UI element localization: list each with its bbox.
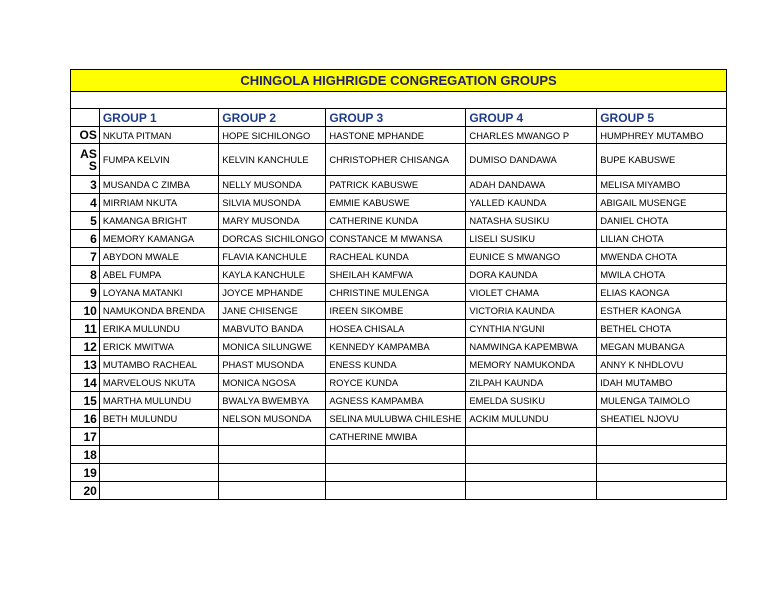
group-3-member-cell: CHRISTINE MULENGA — [326, 284, 466, 302]
group-2-member-cell — [219, 446, 326, 464]
group-2-member-cell: KELVIN KANCHULE — [219, 144, 326, 176]
group-4-member-cell: CHARLES MWANGO P — [466, 127, 597, 144]
group-3-member-cell: IREEN SIKOMBE — [326, 302, 466, 320]
group-1-member-cell: MIRRIAM NKUTA — [99, 194, 218, 212]
group-4-member-cell: CYNTHIA N'GUNI — [466, 320, 597, 338]
group-5-member-cell: SHEATIEL NJOVU — [597, 410, 727, 428]
row-number: 17 — [71, 428, 100, 446]
row-number: 3 — [71, 176, 100, 194]
group-2-member-cell: DORCAS SICHILONGO — [219, 230, 326, 248]
group-1-member-cell — [99, 446, 218, 464]
group-1-member-cell: MUTAMBO RACHEAL — [99, 356, 218, 374]
blank-cell — [71, 92, 727, 109]
group-5-member-cell: LILIAN CHOTA — [597, 230, 727, 248]
group-4-member-cell — [466, 482, 597, 500]
group-4-member-cell — [466, 446, 597, 464]
group-2-member-cell — [219, 464, 326, 482]
group-5-member-cell: MELISA MIYAMBO — [597, 176, 727, 194]
group-4-member-cell: LISELI SUSIKU — [466, 230, 597, 248]
group-4-member-cell: VIOLET CHAMA — [466, 284, 597, 302]
table-row — [71, 176, 727, 194]
group-4-member-cell: VICTORIA KAUNDA — [466, 302, 597, 320]
group-4-member-cell: MEMORY NAMUKONDA — [466, 356, 597, 374]
group-4-member-cell: ZILPAH KAUNDA — [466, 374, 597, 392]
group-3-member-cell: CHRISTOPHER CHISANGA — [326, 144, 466, 176]
group-3-member-cell: CONSTANCE M MWANSA — [326, 230, 466, 248]
group-2-member-cell: JOYCE MPHANDE — [219, 284, 326, 302]
group-4-member-cell: ACKIM MULUNDU — [466, 410, 597, 428]
group-4-member-cell: EUNICE S MWANGO — [466, 248, 597, 266]
row-number: AS S — [71, 144, 100, 176]
group-3-member-cell — [326, 446, 466, 464]
header-group-5: GROUP 5 — [597, 109, 727, 127]
group-1-member-cell: LOYANA MATANKI — [99, 284, 218, 302]
row-number: OS — [71, 127, 100, 144]
group-5-member-cell: MEGAN MUBANGA — [597, 338, 727, 356]
header-row — [71, 109, 727, 127]
group-1-member-cell: ERICK MWITWA — [99, 338, 218, 356]
table-row — [71, 482, 727, 500]
group-1-member-cell: MARTHA MULUNDU — [99, 392, 218, 410]
group-1-member-cell: MARVELOUS NKUTA — [99, 374, 218, 392]
group-1-member-cell: NKUTA PITMAN — [99, 127, 218, 144]
group-3-member-cell — [326, 482, 466, 500]
group-5-member-cell: ESTHER KAONGA — [597, 302, 727, 320]
group-2-member-cell: FLAVIA KANCHULE — [219, 248, 326, 266]
header-group-3: GROUP 3 — [326, 109, 466, 127]
group-5-member-cell: BUPE KABUSWE — [597, 144, 727, 176]
group-4-member-cell: NAMWINGA KAPEMBWA — [466, 338, 597, 356]
group-5-member-cell: MWENDA CHOTA — [597, 248, 727, 266]
group-4-member-cell: ADAH DANDAWA — [466, 176, 597, 194]
title-row — [71, 70, 727, 92]
group-3-member-cell: AGNESS KAMPAMBA — [326, 392, 466, 410]
group-4-member-cell: DUMISO DANDAWA — [466, 144, 597, 176]
group-5-member-cell: ANNY K NHDLOVU — [597, 356, 727, 374]
table-row — [71, 302, 727, 320]
table-row — [71, 284, 727, 302]
row-number: 4 — [71, 194, 100, 212]
group-3-member-cell: SHEILAH KAMFWA — [326, 266, 466, 284]
group-1-member-cell: MEMORY KAMANGA — [99, 230, 218, 248]
group-2-member-cell: SILVIA MUSONDA — [219, 194, 326, 212]
blank-row — [71, 92, 727, 109]
group-4-member-cell: DORA KAUNDA — [466, 266, 597, 284]
row-number: 20 — [71, 482, 100, 500]
group-2-member-cell: KAYLA KANCHULE — [219, 266, 326, 284]
group-4-member-cell: NATASHA SUSIKU — [466, 212, 597, 230]
header-group-2: GROUP 2 — [219, 109, 326, 127]
group-1-member-cell: ABYDON MWALE — [99, 248, 218, 266]
table-row — [71, 212, 727, 230]
table-row — [71, 144, 727, 176]
row-number: 12 — [71, 338, 100, 356]
group-3-member-cell: HASTONE MPHANDE — [326, 127, 466, 144]
group-5-member-cell — [597, 428, 727, 446]
row-number: 10 — [71, 302, 100, 320]
header-group-1: GROUP 1 — [99, 109, 218, 127]
group-2-member-cell: HOPE SICHILONGO — [219, 127, 326, 144]
group-2-member-cell: MONICA NGOSA — [219, 374, 326, 392]
group-4-member-cell: EMELDA SUSIKU — [466, 392, 597, 410]
group-2-member-cell: MONICA SILUNGWE — [219, 338, 326, 356]
table-row — [71, 428, 727, 446]
group-1-member-cell — [99, 482, 218, 500]
group-2-member-cell: MABVUTO BANDA — [219, 320, 326, 338]
group-5-member-cell: ABIGAIL MUSENGE — [597, 194, 727, 212]
table-row — [71, 356, 727, 374]
table-row — [71, 230, 727, 248]
group-4-member-cell — [466, 464, 597, 482]
group-1-member-cell — [99, 428, 218, 446]
group-5-member-cell: MWILA CHOTA — [597, 266, 727, 284]
group-3-member-cell: CATHERINE MWIBA — [326, 428, 466, 446]
group-4-member-cell — [466, 428, 597, 446]
table-row — [71, 266, 727, 284]
group-3-member-cell: HOSEA CHISALA — [326, 320, 466, 338]
table-row — [71, 127, 727, 144]
row-number: 19 — [71, 464, 100, 482]
group-2-member-cell: NELLY MUSONDA — [219, 176, 326, 194]
group-5-member-cell: DANIEL CHOTA — [597, 212, 727, 230]
table-row — [71, 464, 727, 482]
row-number: 14 — [71, 374, 100, 392]
group-3-member-cell: KENNEDY KAMPAMBA — [326, 338, 466, 356]
group-5-member-cell: MULENGA TAIMOLO — [597, 392, 727, 410]
row-number: 18 — [71, 446, 100, 464]
row-number: 16 — [71, 410, 100, 428]
group-3-member-cell: EMMIE KABUSWE — [326, 194, 466, 212]
group-5-member-cell: BETHEL CHOTA — [597, 320, 727, 338]
group-3-member-cell: PATRICK KABUSWE — [326, 176, 466, 194]
group-1-member-cell: KAMANGA BRIGHT — [99, 212, 218, 230]
group-5-member-cell — [597, 446, 727, 464]
group-3-member-cell: SELINA MULUBWA CHILESHE — [326, 410, 466, 428]
sheet-title: CHINGOLA HIGHRIGDE CONGREGATION GROUPS — [71, 70, 727, 92]
table-row — [71, 374, 727, 392]
table-row — [71, 338, 727, 356]
group-2-member-cell: NELSON MUSONDA — [219, 410, 326, 428]
group-5-member-cell: ELIAS KAONGA — [597, 284, 727, 302]
group-4-member-cell: YALLED KAUNDA — [466, 194, 597, 212]
row-number: 13 — [71, 356, 100, 374]
group-2-member-cell: MARY MUSONDA — [219, 212, 326, 230]
group-2-member-cell: BWALYA BWEMBYA — [219, 392, 326, 410]
row-number: 15 — [71, 392, 100, 410]
groups-table — [70, 69, 727, 500]
row-number: 11 — [71, 320, 100, 338]
group-1-member-cell: MUSANDA C ZIMBA — [99, 176, 218, 194]
group-5-member-cell — [597, 464, 727, 482]
table-row — [71, 410, 727, 428]
group-3-member-cell: ROYCE KUNDA — [326, 374, 466, 392]
corner-cell — [71, 109, 100, 127]
table-row — [71, 446, 727, 464]
group-5-member-cell: IDAH MUTAMBO — [597, 374, 727, 392]
row-number: 6 — [71, 230, 100, 248]
row-number: 9 — [71, 284, 100, 302]
group-2-member-cell — [219, 482, 326, 500]
row-number: 5 — [71, 212, 100, 230]
group-5-member-cell — [597, 482, 727, 500]
table-row — [71, 194, 727, 212]
group-1-member-cell — [99, 464, 218, 482]
group-3-member-cell: ENESS KUNDA — [326, 356, 466, 374]
table-row — [71, 248, 727, 266]
group-1-member-cell: ABEL FUMPA — [99, 266, 218, 284]
group-2-member-cell: PHAST MUSONDA — [219, 356, 326, 374]
group-3-member-cell — [326, 464, 466, 482]
group-5-member-cell: HUMPHREY MUTAMBO — [597, 127, 727, 144]
group-1-member-cell: NAMUKONDA BRENDA — [99, 302, 218, 320]
table-row — [71, 320, 727, 338]
group-1-member-cell: FUMPA KELVIN — [99, 144, 218, 176]
header-group-4: GROUP 4 — [466, 109, 597, 127]
group-2-member-cell — [219, 428, 326, 446]
group-2-member-cell: JANE CHISENGE — [219, 302, 326, 320]
table-row — [71, 392, 727, 410]
group-3-member-cell: CATHERINE KUNDA — [326, 212, 466, 230]
group-1-member-cell: BETH MULUNDU — [99, 410, 218, 428]
row-number: 7 — [71, 248, 100, 266]
group-3-member-cell: RACHEAL KUNDA — [326, 248, 466, 266]
row-number: 8 — [71, 266, 100, 284]
group-1-member-cell: ERIKA MULUNDU — [99, 320, 218, 338]
